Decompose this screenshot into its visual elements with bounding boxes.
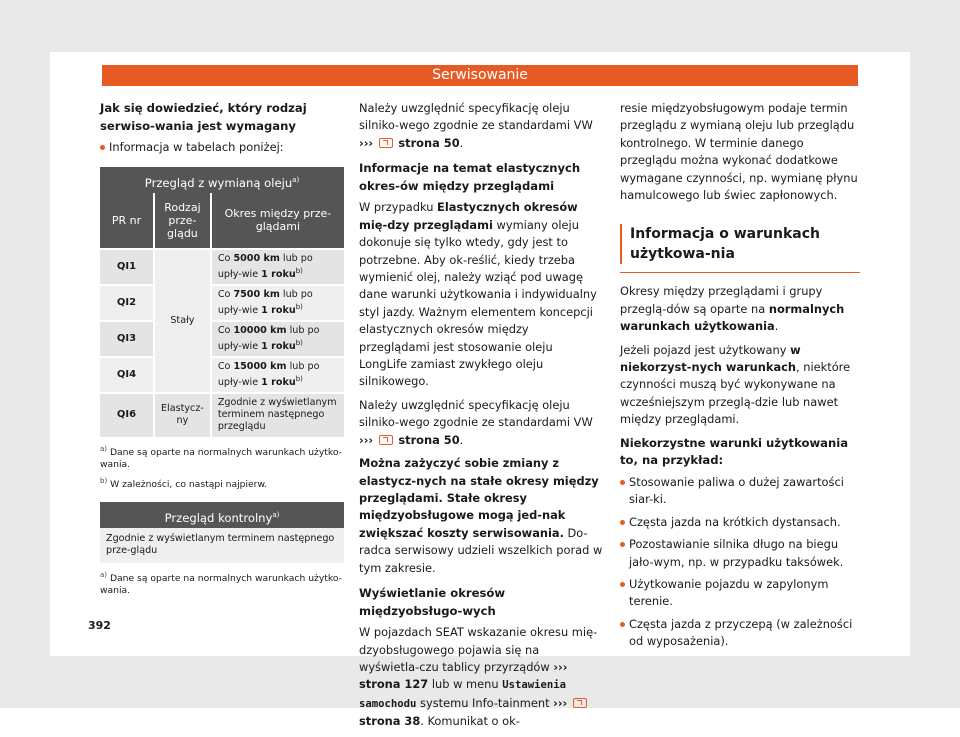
change-intervals-post: Do-radca serwisowy udzieli wszelkich porad w tym zakresie.: [359, 525, 603, 575]
interval-pre: Co: [217, 252, 234, 264]
interval-mid: lub po upły-wie: [217, 252, 313, 280]
ref-arrow: ›››: [359, 135, 374, 150]
page-ref-icon: [573, 698, 587, 708]
change-intervals-bold: Można zażyczyć sobie zmiany z elastycz-nych na stałe okresy między przeglądami. Stałe okresy międzyobsługowe mogą jed-nak zwiększać koszty serwisowania.: [359, 456, 599, 540]
normal-pre: Okresy między przeglądami i grupy przeglą-dów są oparte na: [620, 284, 823, 316]
pr-code: QI3: [100, 321, 154, 357]
normal-bold: normalnych warunkach użytkowania: [620, 301, 845, 334]
interval-pre: Co: [217, 360, 234, 372]
interval-mid: lub po upły-wie: [217, 360, 320, 388]
interval-distance: 5000 km: [233, 252, 280, 264]
interval-pre: Co: [217, 288, 234, 300]
footnote-b-text: W zależności, co nastąpi najpierw.: [110, 479, 268, 491]
table-row: [100, 528, 344, 563]
ref-arrow: ›››: [553, 659, 568, 674]
footnote-inspection-mark: a): [100, 570, 108, 579]
bullet-info: Informacja w tabelach poniżej:: [100, 139, 344, 156]
display-post: . Komunikat o ok-: [420, 714, 520, 729]
list-item: Częsta jazda z przyczepą (w zależności od wyposażenia).: [620, 616, 860, 651]
interval-time: 1 roku: [261, 268, 296, 280]
table-row: [100, 357, 344, 393]
table-oil-title-text: Przegląd z wymianą oleju: [144, 175, 293, 190]
pr-code: QI4: [100, 357, 154, 393]
interval-sup: b): [295, 266, 303, 275]
table-oil-title-sup: a): [292, 175, 300, 184]
footnote-b: [100, 475, 344, 491]
interval-distance: 10000 km: [233, 324, 287, 336]
display-mid2: systemu Info-tainment: [416, 695, 554, 710]
ref-arrow: ›››: [553, 695, 568, 710]
interval-sup: b): [295, 302, 303, 311]
interval-mid: lub po upły-wie: [217, 324, 320, 352]
interval-time: 1 roku: [261, 340, 296, 352]
table-row: [100, 393, 344, 437]
inspection-cell: Zgodnie z wyświetlanym terminem następnego prze-glądu: [100, 528, 344, 563]
link-page-127[interactable]: strona 127: [359, 677, 429, 692]
interval-cell: [211, 249, 344, 285]
paragraph-display: [359, 624, 603, 730]
normal-post: .: [774, 319, 779, 334]
interval-mid: lub po upły-wie: [217, 288, 313, 316]
footnote-a: [100, 443, 344, 472]
footnote-a-mark: a): [100, 444, 108, 453]
heading-flexible-intervals: Informacje na temat elastycznych okres-ów między przeglądami: [359, 161, 581, 193]
paragraph-oil-spec: [359, 100, 603, 152]
flexible-bold: Elastycznych okresów mię-dzy przeglądami: [359, 200, 578, 232]
page-number: 392: [88, 619, 111, 632]
heading-adverse-examples: Niekorzystne warunki użytkowania to, na przykład:: [620, 435, 849, 468]
footnote-inspection-text: Dane są oparte na normalnych warunkach użytko-wania.: [100, 572, 342, 597]
table-row: [100, 321, 344, 357]
table-header-row: [100, 193, 344, 249]
interval-cell: [211, 321, 344, 357]
list-item: Stosowanie paliwa o dużej zawartości siar-ki.: [620, 474, 860, 509]
paragraph-change-intervals: [359, 455, 603, 577]
column-3: [620, 100, 860, 656]
interval-cell: [211, 357, 344, 393]
service-type-flexible: Elastycz-ny: [154, 393, 211, 437]
paragraph-flexible: [359, 199, 603, 390]
oil-spec-text: Należy uwzględnić specyfikację oleju silniko-wego zgodnie ze standardami VW: [359, 101, 593, 133]
pr-code: QI6: [100, 393, 154, 437]
column-1: [100, 100, 344, 606]
paragraph-continued: resie międzyobsługowym podaje termin przeglądu z wymianą oleju lub przeglądu kontrolnego. W terminie danego przeglądu można wykonać dodatkowe wymagane czynności, np. wymianę płynu hamulcowego lub świec zapłonowych.: [620, 101, 858, 203]
chapter-header: Serwisowanie: [102, 65, 858, 86]
table-inspection-title: [100, 502, 344, 528]
adverse-pre: Jeżeli pojazd jest użytkowany: [620, 342, 791, 357]
adverse-bold: w niekorzyst-nych warunkach: [620, 342, 801, 375]
period: .: [459, 135, 464, 150]
footnote-inspection: [100, 569, 344, 598]
flexible-post: wymiany oleju dokonuje się tylko wtedy, gdy jest to potrzebne. Aby ok-reślić, kiedy trzeba wymienić olej, należy wziąć pod uwagę dane warunki użytkowania i indywidualny styl jazdy. Ważnym elementem koncepcji elastycznych okresów między przeglądami jest stosowanie oleju LongLife zamiast zwykłego oleju silnikowego.: [359, 217, 597, 389]
heading-service-type: Jak się dowiedzieć, który rodzaj serwiso-wania jest wymagany: [100, 101, 307, 133]
adverse-post: , niektóre czynności muszą być wykonywane na wcześniejszym przeglą-dzie lub nawet między przeglądami.: [620, 360, 851, 427]
interval-cell: [211, 285, 344, 321]
pr-code: QI2: [100, 285, 154, 321]
display-mid: lub w menu: [428, 677, 503, 692]
period: .: [459, 432, 464, 447]
list-item: Użytkowanie pojazdu w zapylonym terenie.: [620, 576, 860, 611]
pr-code: QI1: [100, 249, 154, 285]
table-row: [100, 249, 344, 285]
interval-time: 1 roku: [261, 304, 296, 316]
paragraph-normal-conditions: [620, 283, 860, 335]
table-oil-service: [100, 193, 344, 437]
list-item: Częsta jazda na krótkich dystansach.: [620, 514, 860, 531]
col-header-pr: PR nr: [100, 193, 154, 249]
interval-sup: b): [295, 338, 303, 347]
link-page-38[interactable]: strona 38: [359, 714, 421, 729]
interval-distance: 7500 km: [233, 288, 280, 300]
footnote-b-mark: b): [100, 477, 108, 486]
display-pre: W pojazdach SEAT wskazanie okresu mię-dzyobsługowego pojawia się na wyświetla-czu tablicy przyrządów: [359, 625, 598, 674]
link-page-50-2[interactable]: strona 50: [398, 432, 460, 447]
ref-arrow: ›››: [359, 432, 374, 447]
col-header-interval: Okres między prze-glądami: [211, 193, 344, 249]
interval-time: 1 roku: [261, 376, 296, 388]
page-ref-icon: [379, 435, 393, 445]
table-row: [100, 285, 344, 321]
list-item: Pozostawianie silnika długo na biegu jało-wym, np. w przypadku taksówek.: [620, 536, 860, 571]
flexible-pre: W przypadku: [359, 200, 438, 215]
table-oil-title: [100, 167, 344, 193]
menu-vehicle-settings: Ustawienia samochodu: [359, 679, 566, 710]
interval-cell: Zgodnie z wyświetlanym terminem następnego przeglądu: [211, 393, 344, 437]
section-usage-conditions: Informacja o warunkach użytkowa-nia: [620, 210, 860, 273]
table-inspection-title-sup: a): [272, 510, 280, 519]
paragraph-oil-spec-2: [359, 397, 603, 449]
table-inspection: [100, 528, 344, 563]
page-ref-icon: [379, 138, 393, 148]
col-header-type: Rodzaj prze-glądu: [154, 193, 211, 249]
service-type-fixed: Stały: [154, 249, 211, 393]
column-2: [359, 100, 603, 737]
oil-spec-text-2: Należy uwzględnić specyfikację oleju silniko-wego zgodnie ze standardami VW: [359, 397, 593, 430]
table-inspection-title-text: Przegląd kontrolny: [164, 510, 273, 525]
interval-distance: 15000 km: [233, 360, 287, 372]
interval-sup: b): [295, 374, 303, 383]
paragraph-adverse-conditions: [620, 342, 860, 429]
interval-pre: Co: [217, 324, 234, 336]
footnote-a-text: Dane są oparte na normalnych warunkach użytko-wania.: [100, 446, 342, 471]
link-page-50[interactable]: strona 50: [398, 135, 460, 150]
heading-display-intervals: Wyświetlanie okresów międzyobsługo-wych: [359, 585, 506, 618]
